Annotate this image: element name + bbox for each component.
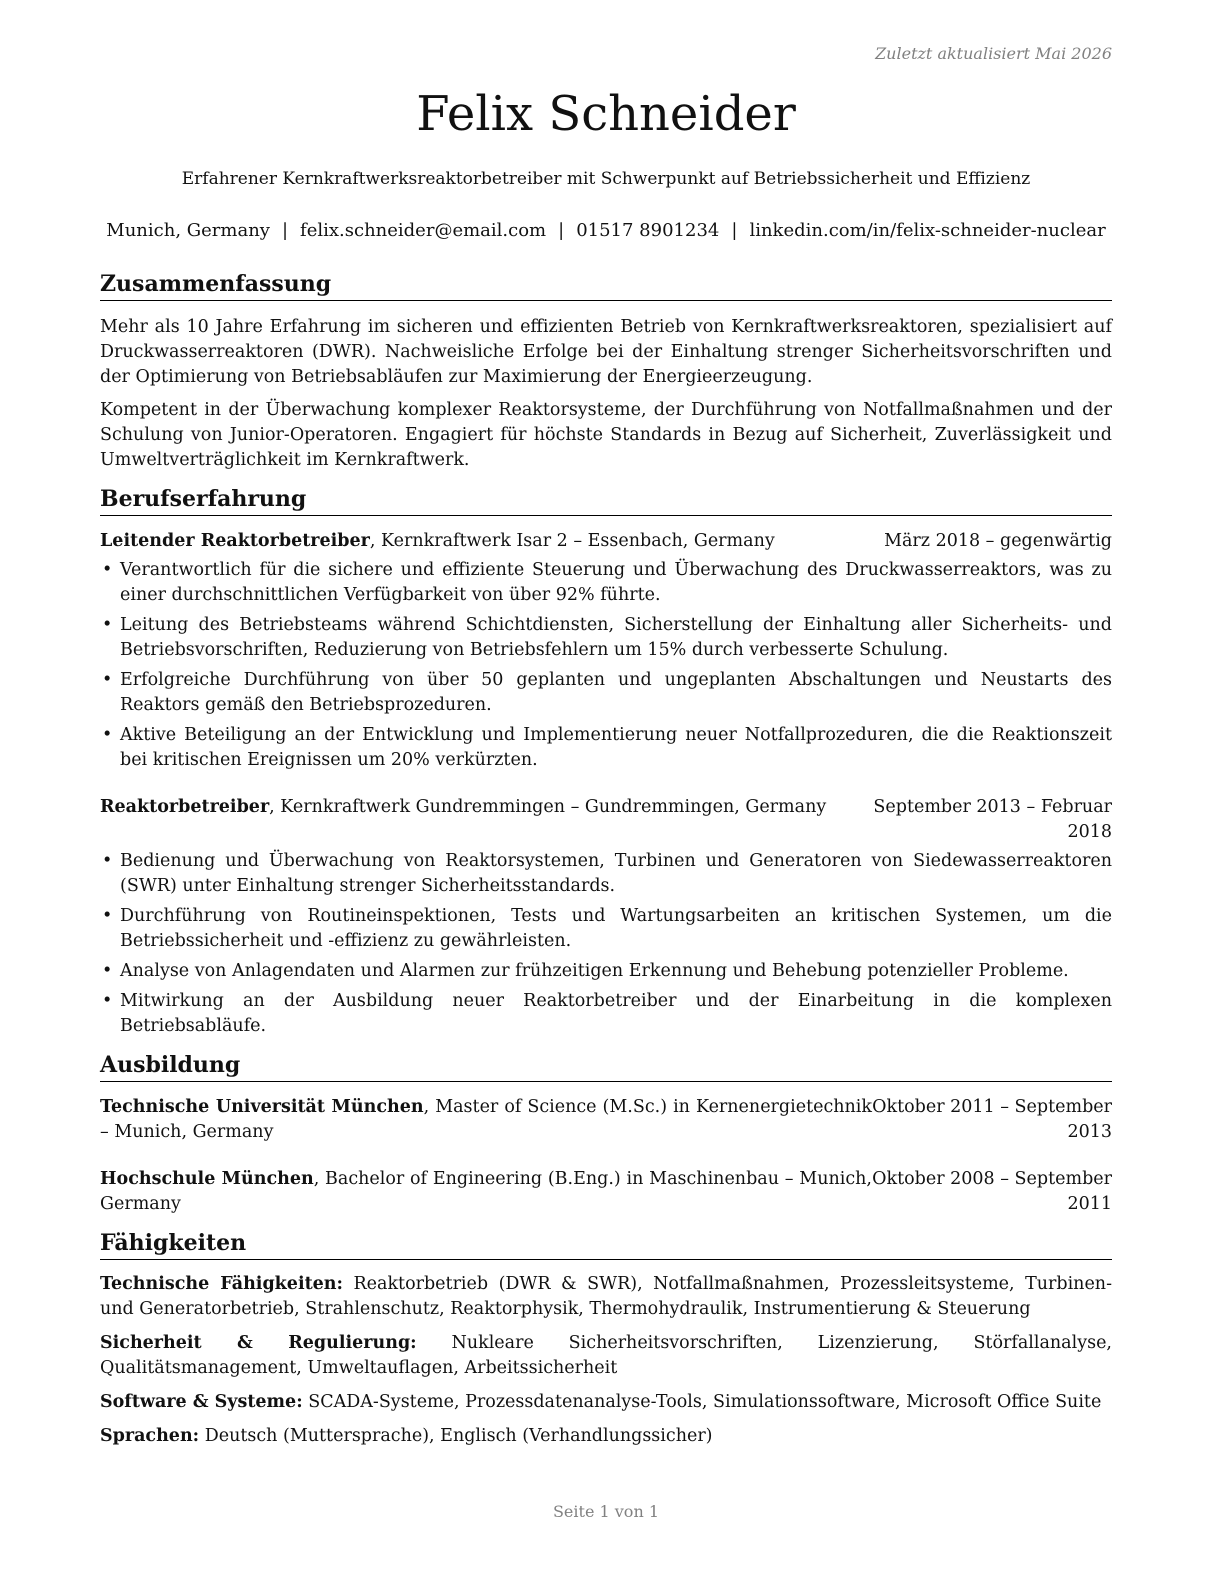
summary-paragraph: Kompetent in der Überwachung komplexer Reaktorsysteme, der Durchführung von Notfallmaßnahmen und der Schulung von Junior-Operatoren. Engagiert für höchste Standards in Bezug auf Sicherheit, Zuverlässigkeit und Umweltverträglichkeit im Kernkraftwerk. xyxy=(100,400,1112,470)
job-employer: , Kernkraftwerk Isar 2 – Essenbach, Germany xyxy=(369,531,775,551)
education-details xyxy=(100,1095,872,1145)
job-bullet-text: Bedienung und Überwachung von Reaktorsystemen, Turbinen und Generatoren von Siedewasserreaktoren (SWR) unter Einhaltung strenger Sicherheitsstandards. xyxy=(120,851,1112,896)
education-entry xyxy=(100,1167,1112,1217)
education-row xyxy=(100,1095,1112,1145)
contact-line xyxy=(100,220,1112,242)
job-role: Reaktorbetreiber xyxy=(100,797,270,817)
skill-items: Deutsch (Muttersprache), Englisch (Verhandlungssicher) xyxy=(199,1426,713,1446)
job-role: Leitender Reaktorbetreiber xyxy=(100,531,370,551)
bullet-icon: • xyxy=(102,725,113,745)
bullet-icon: • xyxy=(102,670,113,690)
job-bullet xyxy=(100,723,1112,773)
job-bullet-list xyxy=(100,558,1112,773)
job-dates: September 2013 – Februar 2018 xyxy=(873,797,1112,842)
job-header xyxy=(100,795,1112,845)
job-employer: , Kernkraftwerk Gundremmingen – Gundremmingen, Germany xyxy=(269,797,827,817)
education-school: Hochschule München xyxy=(100,1169,314,1189)
job-title-line xyxy=(100,795,872,820)
job-bullet-text: Aktive Beteiligung an der Entwicklung und Implementierung neuer Notfallprozeduren, die die Reaktionszeit bei kritischen Ereignissen um 20% verkürzten. xyxy=(120,725,1112,770)
resume-page xyxy=(100,0,1112,1584)
bullet-icon: • xyxy=(102,560,113,580)
skill-line xyxy=(100,1424,1112,1449)
summary-paragraph: Mehr als 10 Jahre Erfahrung im sicheren und effizienten Betrieb von Kernkraftwerksreaktoren, spezialisiert auf Druckwasserreaktoren (DWR). Nachweisliche Erfolge bei der Einhaltung strenger Sicherheitsvorschriften und der Optimierung von Betriebsabläufen zur Maximierung der Energieerzeugung. xyxy=(100,317,1112,387)
contact-email-link[interactable]: felix.schneider@email.com xyxy=(300,220,547,241)
skill-line xyxy=(100,1331,1112,1381)
education-section xyxy=(100,1051,1112,1217)
contact-phone: 01517 8901234 xyxy=(576,220,720,241)
bullet-icon: • xyxy=(102,991,113,1011)
skill-items: Nukleare Sicherheitsvorschriften, Lizenzierung, Störfallanalyse, Qualitätsmanagement, Umweltauflagen, Arbeitssicherheit xyxy=(100,1333,1112,1378)
experience-heading: Berufserfahrung xyxy=(100,485,1112,516)
contact-separator: | xyxy=(558,220,565,241)
contact-linkedin-link[interactable]: linkedin.com/in/felix-schneider-nuclear xyxy=(749,220,1106,241)
skill-category: Sicherheit & Regulierung: xyxy=(100,1333,417,1353)
job-bullet-text: Verantwortlich für die sichere und effiziente Steuerung und Überwachung des Druckwasserreaktors, was zu einer durchschnittlichen Verfügbarkeit von über 92% führte. xyxy=(120,560,1112,605)
job-dates: März 2018 – gegenwärtig xyxy=(884,531,1112,551)
skills-section xyxy=(100,1229,1112,1449)
education-degree: , Bachelor of Engineering (B.Eng.) in Maschinenbau – Munich, Germany xyxy=(100,1169,872,1214)
job-entry xyxy=(100,795,1112,1039)
job-bullet xyxy=(100,558,1112,608)
skill-line xyxy=(100,1272,1112,1322)
contact-location: Munich, Germany xyxy=(106,220,270,241)
skill-line xyxy=(100,1390,1112,1415)
candidate-name: Felix Schneider xyxy=(416,86,796,142)
job-bullet-text: Durchführung von Routineinspektionen, Tests und Wartungsarbeiten an kritischen Systemen, um die Betriebssicherheit und -effizienz zu gewährleisten. xyxy=(120,906,1112,951)
education-entry xyxy=(100,1095,1112,1145)
job-header xyxy=(100,529,1112,554)
bullet-icon: • xyxy=(102,961,113,981)
skills-list xyxy=(100,1272,1112,1449)
skill-category: Sprachen: xyxy=(100,1426,200,1446)
page-number: Seite 1 von 1 xyxy=(552,1502,660,1521)
skill-category: Technische Fähigkeiten: xyxy=(100,1274,343,1294)
job-bullet xyxy=(100,613,1112,663)
job-bullet xyxy=(100,989,1112,1039)
summary-heading: Zusammenfassung xyxy=(100,270,1112,301)
education-heading: Ausbildung xyxy=(100,1051,1112,1082)
last-updated-note: Zuletzt aktualisiert Mai 2026 xyxy=(875,44,1112,63)
skill-items: SCADA-Systeme, Prozessdatenanalyse-Tools, Simulationssoftware, Microsoft Office Suite xyxy=(302,1392,1102,1412)
education-row xyxy=(100,1167,1112,1217)
job-bullet xyxy=(100,849,1112,899)
contact-separator: | xyxy=(731,220,738,241)
education-school: Technische Universität München xyxy=(100,1097,424,1117)
skills-heading: Fähigkeiten xyxy=(100,1229,1112,1260)
job-bullet xyxy=(100,959,1112,984)
job-bullet xyxy=(100,904,1112,954)
bullet-icon: • xyxy=(102,851,113,871)
candidate-tagline: Erfahrener Kernkraftwerksreaktorbetreiber mit Schwerpunkt auf Betriebssicherheit und Effizienz xyxy=(181,169,1031,189)
experience-section xyxy=(100,485,1112,1039)
education-details xyxy=(100,1167,872,1217)
job-bullet-text: Mitwirkung an der Ausbildung neuer Reaktorbetreiber und der Einarbeitung in die komplexen Betriebsabläufe. xyxy=(120,991,1112,1036)
job-title-line xyxy=(100,529,872,554)
job-bullet-text: Leitung des Betriebsteams während Schichtdiensten, Sicherstellung der Einhaltung aller Sicherheits- und Betriebsvorschriften, Reduzierung von Betriebsfehlern um 15% durch verbesserte Schulung. xyxy=(120,615,1112,660)
education-dates: Oktober 2011 – September 2013 xyxy=(872,1097,1112,1142)
job-bullet-text: Analyse von Anlagendaten und Alarmen zur frühzeitigen Erkennung und Behebung potenzieller Probleme. xyxy=(120,961,1069,981)
summary-section xyxy=(100,270,1112,473)
bullet-icon: • xyxy=(102,615,113,635)
resume-content xyxy=(100,270,1112,1459)
education-degree: , Master of Science (M.Sc.) in Kernenergietechnik – Munich, Germany xyxy=(100,1097,872,1142)
job-bullet xyxy=(100,668,1112,718)
job-entry xyxy=(100,529,1112,773)
job-bullet-list xyxy=(100,849,1112,1039)
contact-separator: | xyxy=(281,220,289,241)
bullet-icon: • xyxy=(102,906,113,926)
skill-items: Reaktorbetrieb (DWR & SWR), Notfallmaßnahmen, Prozessleitsysteme, Turbinen- und Generatorbetrieb, Strahlenschutz, Reaktorphysik, Thermohydraulik, Instrumentierung & Steuerung xyxy=(100,1274,1112,1319)
education-dates: Oktober 2008 – September 2011 xyxy=(872,1169,1112,1214)
job-bullet-text: Erfolgreiche Durchführung von über 50 geplanten und ungeplanten Abschaltungen und Neustarts des Reaktors gemäß den Betriebsprozeduren. xyxy=(120,670,1112,715)
skill-category: Software & Systeme: xyxy=(100,1392,303,1412)
